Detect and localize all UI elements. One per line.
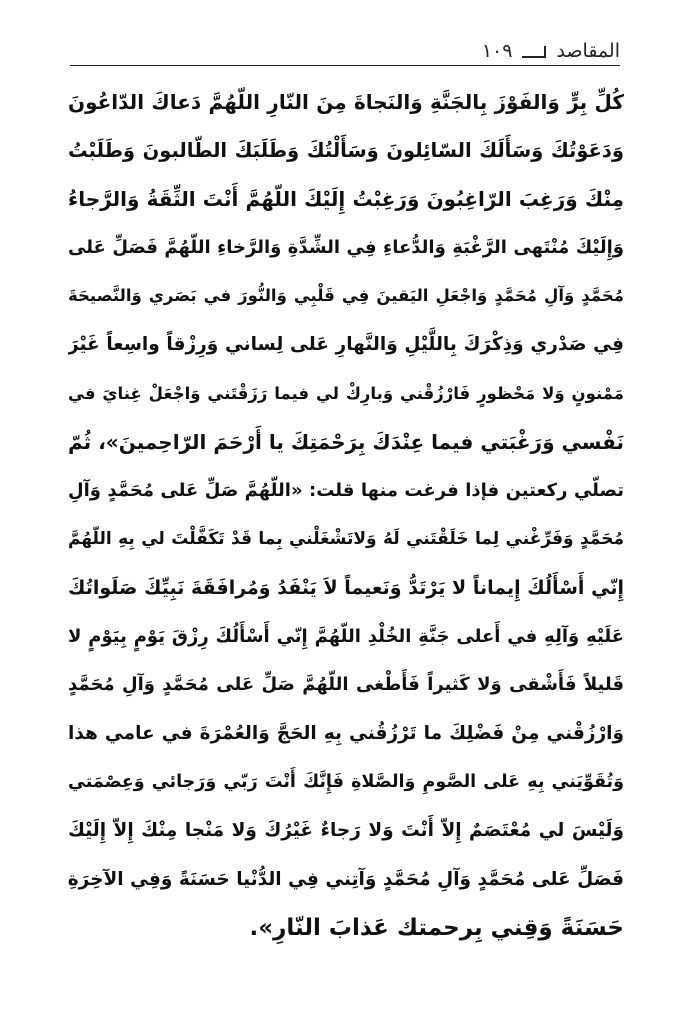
text-line: وَلَيْسَ لي مُعْتَصَمٌ إِلاّ أَنْتَ وَلا رَجاءٌ غَيْرُكَ وَلا مَنْجا مِنْكَ إِلاّ إِلَيْكَ <box>68 819 624 841</box>
running-title: المقاصد <box>556 40 620 62</box>
text-line: كُلِّ بِرٍّ وَالفَوْزَ بِالجَنَّةِ وَالنَجاةَ مِنَ النّارِ اللّهُمَّ دَعاكَ الدّاعُونَ <box>68 90 624 114</box>
text-line: وَارْزُقْني مِنْ فَضْلِكَ ما تَرْزُقُني بِهِ الحَجَّ وَالعُمْرَةَ في عامي هذا <box>68 722 624 744</box>
text-line: مَمْنونٍ وَلا مَحْظورٍ فَارْزُقْني وَبارِكْ لي فيما رَزَقْتَني وَاجْعَلْ غِنايَ في <box>68 383 624 403</box>
text-line: حَسَنَةً وَقِني بِرحمتك عَذابَ النّارِ». <box>249 915 624 942</box>
text-line: قَليلاً فَأَشْقى وَلا كَثيراً فَأَطْغى اللّهُمَّ صَلِّ عَلى مُحَمَّدٍ وَآلِ مُحَمَّدٍ <box>68 674 624 696</box>
page-number: ١٠٩ <box>481 40 513 62</box>
text-line: إِنّي أَسْأَلُكَ إِيماناً لا يَرْتَدُّ وَنَعيماً لاَ يَنْفَدُ وَمُرافَقَةَ نَبِيِّكَ صَلَواتُكَ <box>68 576 624 599</box>
text-line: تصلّي ركعتين فإذا فرغت منها قلت: «اللّهُمَّ صَلِّ عَلى مُحَمَّدٍ وَآلِ <box>68 479 624 501</box>
text-line: مِنْكَ وَرَغِبَ الرّاغِبُونَ وَرَغِبْتُ إِلَيْكَ اللّهُمَّ أَنْتَ الثِّقَةُ وَالرَّجاءُ <box>68 187 624 212</box>
text-line: مُحَمَّدٍ وَفَرِّغْني لِما خَلَقْتَني لَهُ وَلاتَشْغَلْني بِما قَدْ تَكَفَّلْتَ لي بِهِ اللّهُمَّ <box>68 529 624 550</box>
text-line: عَلَيْهِ وَآلِهِ في أَعلى جَنَّةِ الخُلْدِ اللّهُمَّ إِنّي أَسْأَلُكَ رِزْقَ يَوْمٍ بِيَوْمٍ لا <box>68 625 624 647</box>
body-text <box>68 78 624 953</box>
text-line: وَإِلَيْكَ مُنْتَهى الرَّغْبَةِ وَالدُّعاءِ فِي الشِّدَّةِ وَالرَّخاءِ اللّهُمَّ فَصَلِّ عَلى <box>68 236 624 258</box>
header-bracket-mark <box>522 46 546 58</box>
text-line: فِي صَدْري وَذِكْرَكَ بِاللَّيْلِ وَالنَّهارِ عَلى لِساني وَرِزْقاً واسِعاً غَيْرَ <box>68 333 624 355</box>
text-line: مُحَمَّدٍ وَآلِ مُحَمَّدٍ وَاجْعَلِ اليَقينَ فِي قَلْبِي وَالنُّورَ في بَصَري وَالنَّصيحَةَ <box>68 286 624 306</box>
text-line: نَفْسي وَرَغْبَتي فيما عِنْدَكَ بِرَحْمَتِكَ يا أَرْحَمَ الرّاحِمينَ»، ثُمّ <box>68 430 624 455</box>
text-line: فَصَلِّ عَلى مُحَمَّدٍ وَآلِ مُحَمَّدٍ وَآتِني فِي الدُّنْيا حَسَنَةً وَفِي الآخِرَةِ <box>68 868 624 890</box>
text-line: وَتُقَوِّيَني بِهِ عَلى الصَّومِ وَالصَّلاةِ فَإِنَّكَ أَنْتَ رَبّي وَرَجائي وَعِصْمَتي <box>68 772 624 793</box>
page-header <box>70 30 620 62</box>
text-line: وَدَعَوْتُكَ وَسَأَلَكَ السّائِلونَ وَسَأَلْتُكَ وَطَلَبَكَ الطّالبونَ وَطَلَبْتُ <box>68 138 624 162</box>
header-rule <box>70 65 620 66</box>
